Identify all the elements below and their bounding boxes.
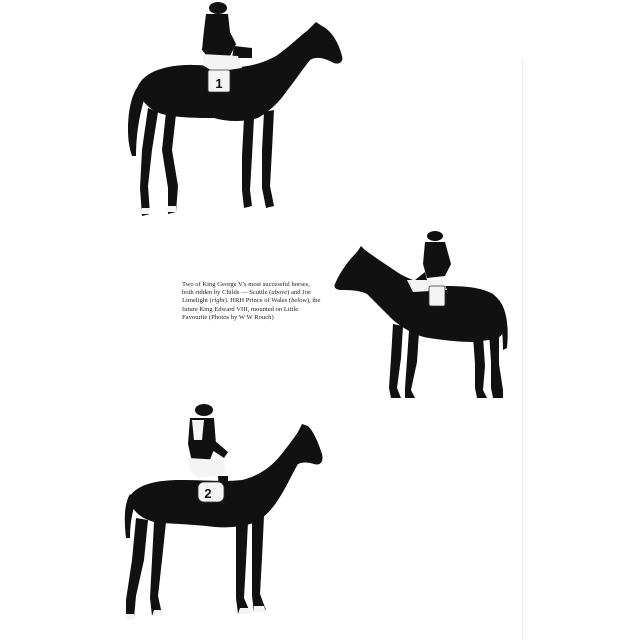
horse-joe-limelight-image — [333, 228, 511, 400]
page-edge-line — [522, 60, 523, 640]
horse-scuttle-image — [118, 0, 350, 225]
photo-caption — [182, 281, 322, 322]
saddle-number-top: 1 — [215, 76, 223, 91]
caption-below: below — [291, 297, 307, 305]
horse-little-favourite-image — [118, 400, 326, 628]
caption-part-2: ) and Joe Limelight ( — [182, 289, 311, 305]
photo-scuttle — [118, 0, 350, 225]
photo-little-favourite — [118, 400, 326, 628]
saddle-number-bottom: 2 — [204, 486, 212, 501]
caption-part-1: Two of King George V's most successful horses, both ridden by Childs — Scuttle ( — [182, 281, 310, 297]
caption-right: right — [211, 297, 225, 305]
caption-above: above — [271, 289, 288, 297]
photo-joe-limelight — [333, 228, 511, 400]
caption-part-3: ). HRH Prince of Wales ( — [224, 297, 292, 305]
caption-part-4: ), the future King Edward VIII, mounted on Little Favourite (Photos by W W Rouch) — [182, 297, 321, 321]
